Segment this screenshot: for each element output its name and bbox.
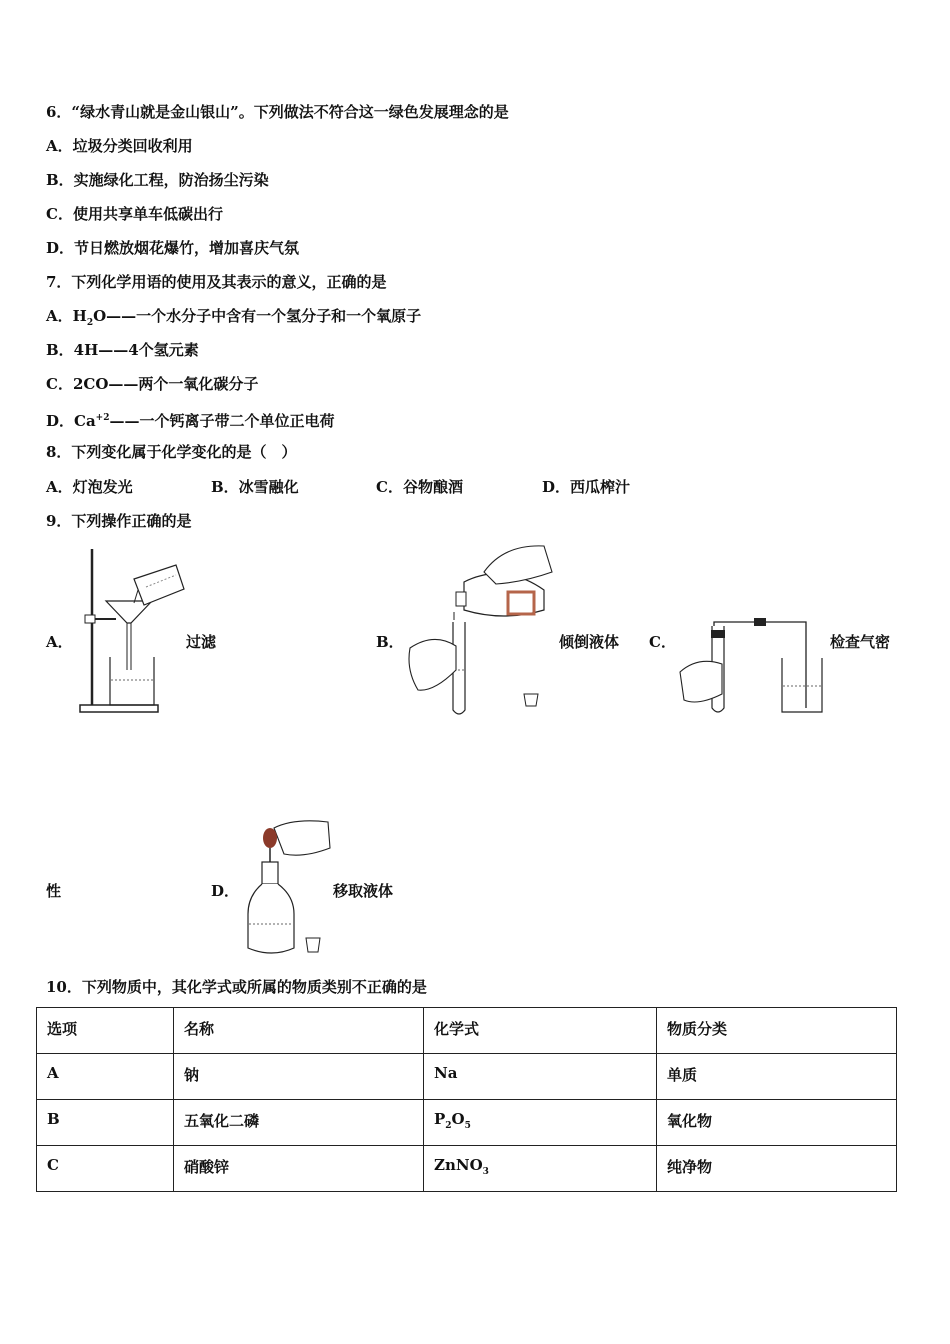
dropper-transfer-figure [244, 818, 334, 958]
table-header-row [37, 1008, 897, 1054]
q6-option-a: A．垃圾分类回收利用 [46, 137, 193, 155]
q7-option-b: B．4H——4个氢元素 [46, 341, 199, 359]
substance-table [36, 1007, 897, 1192]
header-category: 物质分类 [657, 1008, 897, 1054]
q9-option-d-letter: D． [211, 882, 240, 900]
airtightness-check-figure [678, 608, 828, 718]
cell-option: B [37, 1100, 174, 1146]
q9-option-a-letter: A． [46, 633, 73, 651]
q6-option-c: C．使用共享单车低碳出行 [46, 205, 223, 223]
header-name: 名称 [174, 1008, 424, 1054]
q8-option-d: D．西瓜榨汁 [542, 478, 631, 496]
q7-stem: 7．下列化学用语的使用及其表示的意义，正确的是 [46, 273, 387, 291]
table-row [37, 1054, 897, 1100]
cell-name: 硝酸锌 [174, 1146, 424, 1192]
q7-option-a: A．$H_2O——$一个水分子中含有一个氢分子和一个氧原子 [46, 307, 422, 328]
q9-stem: 9．下列操作正确的是 [46, 512, 192, 530]
q6-stem: 6．“绿水青山就是金山银山”。下列做法不符合这一绿色发展理念的是 [46, 103, 509, 121]
q6-option-d: D．节日燃放烟花爆竹，增加喜庆气氛 [46, 239, 300, 257]
q9-option-b-text: 倾倒液体 [559, 633, 620, 651]
cell-category: 单质 [657, 1054, 897, 1100]
filtration-apparatus-figure [76, 545, 186, 717]
q7-option-c: C．2CO——两个一氧化碳分子 [46, 375, 259, 393]
q9-option-c-letter: C． [649, 633, 676, 651]
cell-option: C [37, 1146, 174, 1192]
q8-option-b: B．冰雪融化 [211, 478, 299, 496]
q9-option-c-text: 检查气密 [830, 633, 891, 651]
q8-option-a: A．灯泡发光 [46, 478, 133, 496]
q6-option-b: B．实施绿化工程，防治扬尘污染 [46, 171, 269, 189]
q10-stem: 10．下列物质中，其化学式或所属的物质类别不正确的是 [46, 978, 427, 996]
cell-formula: ZnNO$_3$ [424, 1146, 657, 1192]
q8-stem: 8．下列变化属于化学变化的是（ ） [46, 443, 297, 461]
cell-option: A [37, 1054, 174, 1100]
cell-name: 钠 [174, 1054, 424, 1100]
q9-option-a-text: 过滤 [186, 633, 217, 651]
q9-option-b-letter: B． [376, 633, 404, 651]
q8-option-c: C．谷物酿酒 [376, 478, 463, 496]
cell-category: 纯净物 [657, 1146, 897, 1192]
table-row [37, 1100, 897, 1146]
header-option: 选项 [37, 1008, 174, 1054]
table-row [37, 1146, 897, 1192]
header-formula: 化学式 [424, 1008, 657, 1054]
pouring-liquid-figure [404, 542, 554, 717]
cell-formula: Na [424, 1054, 657, 1100]
cell-category: 氧化物 [657, 1100, 897, 1146]
cell-formula: $P_2O_5$ [424, 1100, 657, 1146]
q9-option-c-text-cont: 性 [46, 882, 62, 900]
q9-option-d-text: 移取液体 [333, 882, 394, 900]
q7-option-d: D．$Ca^{+2}——$一个钙离子带二个单位正电荷 [46, 412, 335, 430]
cell-name: 五氧化二磷 [174, 1100, 424, 1146]
